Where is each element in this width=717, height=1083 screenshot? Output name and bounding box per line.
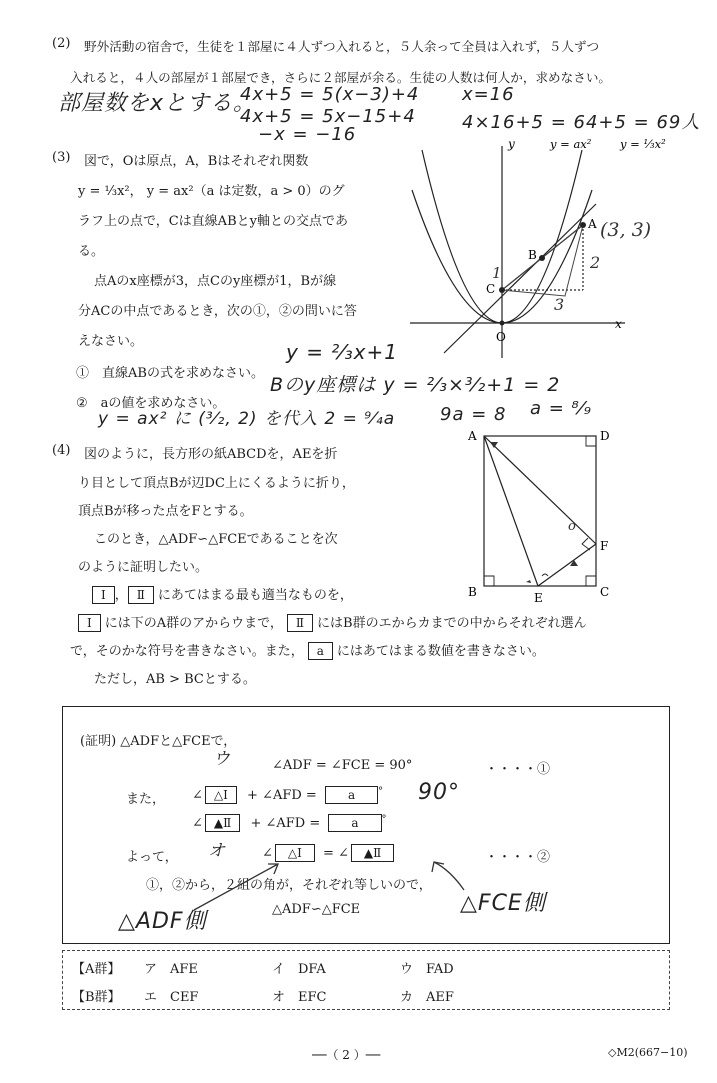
graph-label-x: x [615,317,622,331]
q2-handwritten-eq3: −x = −16 [258,124,357,145]
proof-box-I-2: △Ⅰ [275,844,315,862]
graph-label-f1: y = ax² [550,137,592,151]
graph-label-y: y [508,137,515,151]
proof-dots1: ・・・・① [485,762,551,777]
graph-label-o: O [496,330,506,344]
right-angle-d [586,436,596,446]
q2-text-line2: 入れると，４人の部屋が１部屋でき，さらに２部屋が余る。生徒の人数は何人か，求めなさい。 [70,70,612,85]
page-number: ──（ 2 ）── [312,1048,381,1062]
q3-handwritten-a: a = ⁸⁄₉ [530,398,592,419]
q2-handwritten-x: x=16 [462,84,515,105]
q4-text-l9: ただし，AB > BCとする。 [94,672,256,687]
point-b [539,255,545,261]
proof-hw-fce: △FCE側 [460,891,546,916]
q2-handwritten-answer: 4×16+5 = 64+5 = 69人 [462,112,701,133]
q4-text-l8: で，そのかな符号を書きなさい。また， a にはあてはまる数値を書きなさい。 [70,644,545,659]
proof-also: また， [126,792,166,807]
proof-hw-adf: △ADF側 [118,909,207,934]
q3-sub2: ② aの値を求めなさい。 [76,396,226,411]
q3-handwritten-line: y = ²⁄₃x+1 [286,340,399,364]
q3-sub1: ① 直線ABの式を求めなさい。 [76,366,264,381]
point-a [580,222,586,228]
choices-b1: エ CEF [144,990,199,1005]
proof-hw-o: オ [208,841,226,861]
proof-hw-arrows [170,850,470,920]
figure-label-f: F [600,539,609,553]
proof-eq1: ∠ADF = ∠FCE = 90° [272,758,413,773]
graph-label-c: C [486,282,496,296]
proof-hw-90: 90° [418,780,460,805]
q2-text-line1: 野外活動の宿舎で，生徒を１部屋に４人ずつ入れると，５人余って全員は入れず，５人ずつ [84,39,600,54]
q4-number: (4) [52,443,71,458]
q2-handwritten-eq2: 4x+5 = 5x−15+4 [240,106,416,127]
choices-b2: オ EFC [272,990,327,1005]
proof-box-a-1: a [325,786,378,804]
graph-hw-a-coord: (3, 3) [600,219,652,241]
right-angle-c [586,576,596,586]
graph-label-b: B [528,248,537,262]
proof-conclusion: △ADF∽△FCE [272,902,361,917]
choices-b-label: 【B群】 [72,990,121,1005]
q3-handwritten-b-y: Bのy座標は y = ²⁄₃×³⁄₂+1 = 2 [270,374,561,396]
proof-line2: ∠ △Ⅰ + ∠AFD = a ° [192,786,384,803]
q2-handwritten-let: 部屋数をxとする。 [58,91,257,116]
q3-text-l3: ラフ上の点で，Cは直線ABとy軸との交点であ [78,214,348,229]
angle-mark-e1 [526,580,531,583]
graph-hw-3: 3 [554,295,565,314]
choices-a-label: 【A群】 [72,962,121,977]
graph-label-f2: y = ¹⁄₃x² [620,137,666,151]
graph-hw-1: 1 [492,264,502,282]
proof-line4: ∠ △Ⅰ = ∠ ▲Ⅱ [262,844,394,862]
exam-code: ◇M2(667−10) [608,1046,688,1059]
q4-text-l1: 図のように，長方形の紙ABCDを，AEを折 [84,447,338,462]
segment-af [484,436,596,544]
proof-line3: ∠ ▲Ⅱ + ∠AFD = a ° [192,814,387,831]
line-ab [444,204,596,353]
q2-number: (2) [52,36,71,51]
proof-therefore: よって， [126,850,178,865]
figure-label-e: E [534,591,543,605]
proof-dots2: ・・・・② [485,850,551,865]
q4-text-l2: り目として頂点Bが辺DC上にくるように折り， [78,476,355,491]
box-I: Ⅰ [92,586,115,604]
proof-box-triangle-II: ▲Ⅱ [205,814,240,832]
proof-head: (証明) △ADFと△FCEで， [80,734,237,749]
figure-label-c: C [600,585,610,599]
q3-text-l2: y = ¹⁄₃x²， y = ax²（a は定数，a > 0）のグ [78,184,345,199]
q4-text-l5: のように証明したい。 [78,560,209,575]
proof-box-triangle-I: △Ⅰ [205,786,237,804]
q3-text-l5: 点Aのx座標が3，点Cのy座標が1，Bが線 [94,274,337,289]
graph-label-a: A [588,217,597,231]
q3-handwritten-9a: 9a = 8 [440,404,507,425]
q3-text-l4: る。 [78,244,105,259]
right-angle-b [484,576,494,586]
angle-mark-e2 [542,574,548,576]
q3-graph [400,128,710,368]
point-o [500,321,505,326]
figure-hw-o: o [568,519,576,534]
q4-text-l7: Ⅰ には下のA群のアからウまで， Ⅱ にはB群のエからカまでの中からそれぞれ選ん [78,612,587,632]
q3-text-l7: えなさい。 [78,334,144,349]
proof-box-II-2: ▲Ⅱ [351,844,394,862]
figure-label-a: A [468,429,477,443]
q3-text-l6: 分ACの中点であるとき，次の①，②の問いに答 [78,304,357,319]
angle-mark-f [570,560,578,566]
proof-hw-u: ウ [213,749,231,769]
choices-a3: ウ FAD [400,962,454,977]
figure-label-d: D [600,429,610,443]
right-angle-f [582,538,590,550]
proof-box-a-2: a [328,814,381,832]
q4-text-l3: 頂点Bが移った点をFとする。 [78,504,253,519]
choices-a1: ア AFE [144,962,198,977]
figure-label-b: B [468,585,477,599]
q4-text-l6: Ⅰ ， Ⅱ にあてはまる最も適当なものを， [92,584,353,604]
rectangle-abcd [484,436,596,586]
q3-number: (3) [52,150,71,165]
q3-handwritten-substitute: y = ax² に (³⁄₂, 2) を代入 2 = ⁹⁄₄a [98,409,396,429]
angle-mark-a [490,442,498,448]
proof-from: ①，②から，２組の角が，それぞれ等しいので， [146,878,432,893]
q4-rectangle-figure [460,426,610,606]
point-c [499,287,505,293]
segment-ef [538,544,596,586]
box-II: Ⅱ [128,586,154,604]
q2-handwritten-eq1: 4x+5 = 5(x−3)+4 [240,84,420,105]
fold-ae [484,436,538,586]
q4-text-l4: このとき，△ADF∽△FCEであることを次 [94,532,338,547]
choices-a2: イ DFA [272,962,326,977]
graph-hw-2: 2 [590,253,601,272]
choices-b3: カ AEF [400,990,454,1005]
q3-text-l1: 図で，Oは原点，A，Bはそれぞれ関数 [84,154,309,169]
